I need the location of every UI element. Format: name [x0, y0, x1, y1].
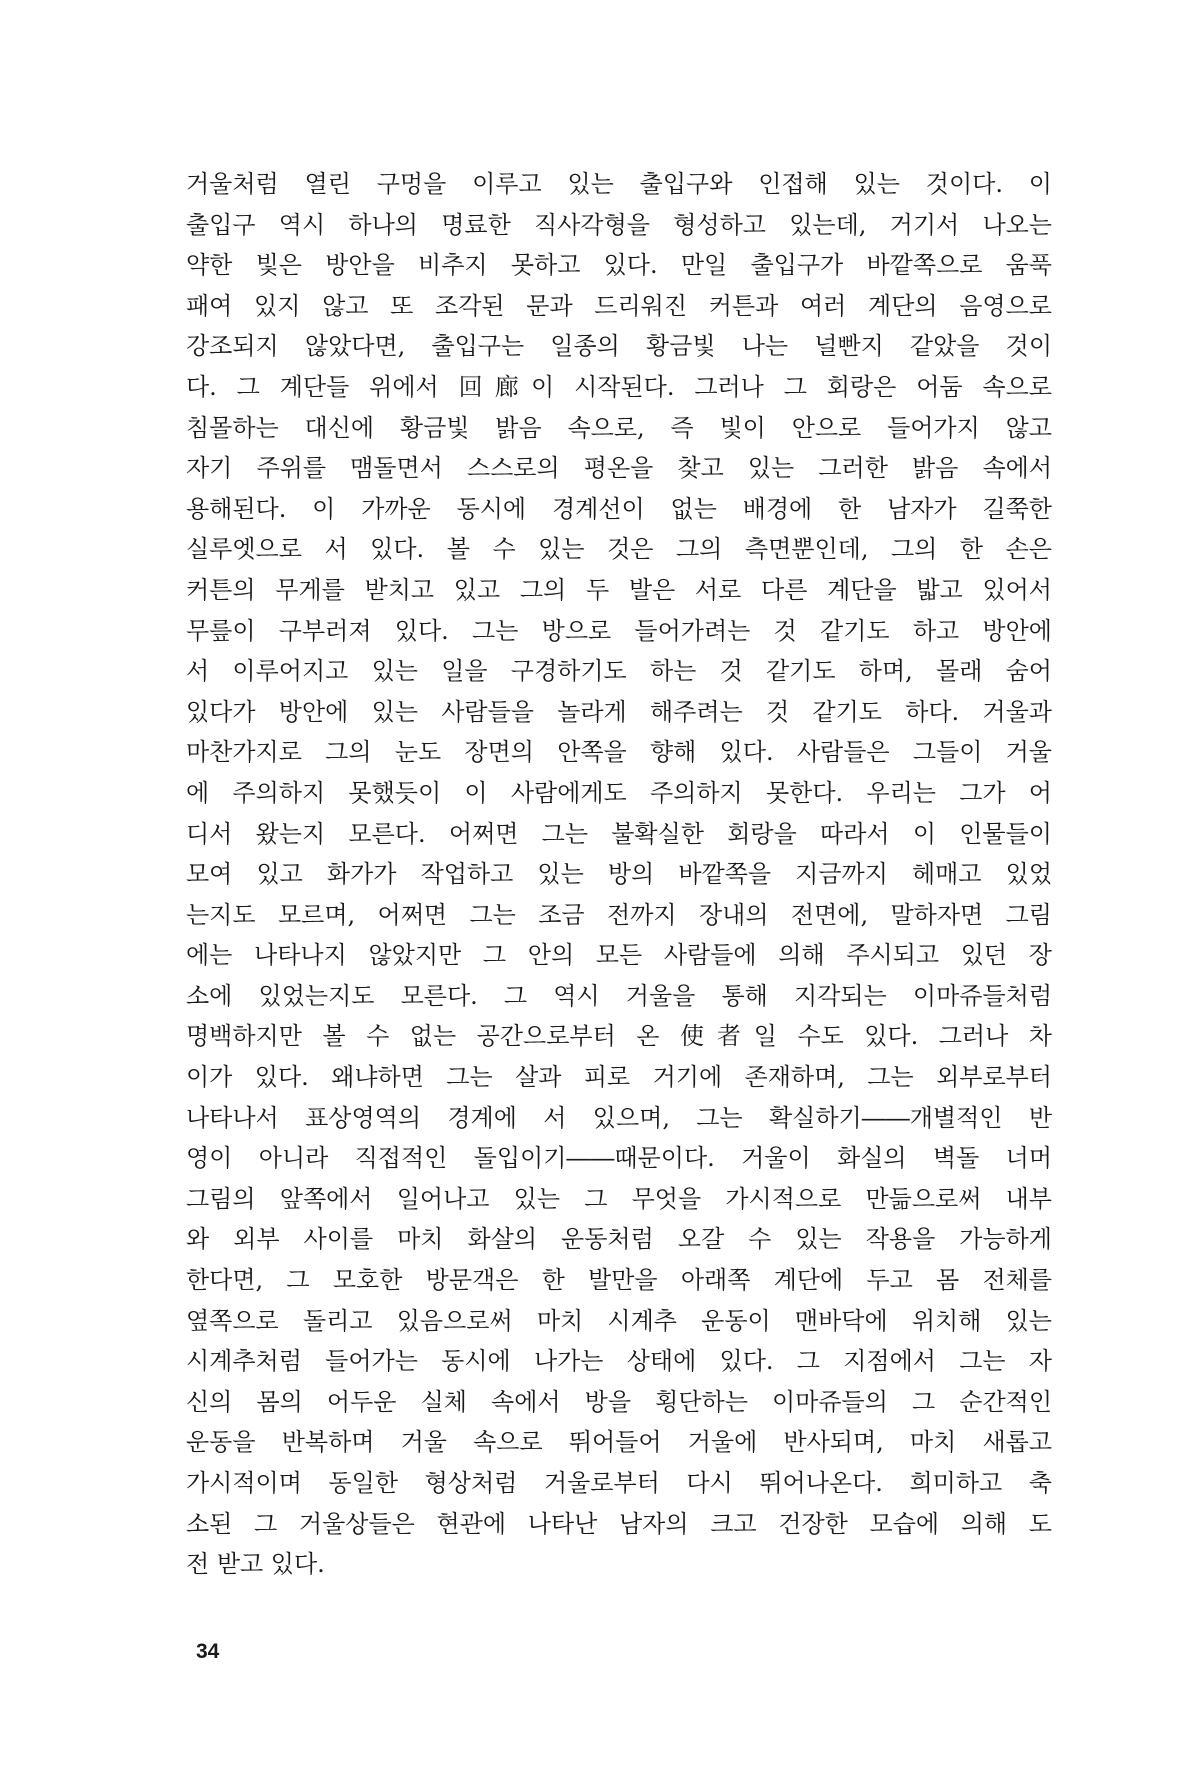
text-line: 자기 주위를 맴돌면서 스스로의 평온을 찾고 있는 그러한 밝음 속에서 — [186, 454, 1052, 483]
text-line: 한다면, 그 모호한 방문객은 한 발만을 아래쪽 계단에 두고 몸 전체를 — [186, 1266, 1052, 1295]
text-line: 다. 그 계단들 위에서 回廊이 시작된다. 그러나 그 회랑은 어둠 속으로 — [186, 372, 1052, 401]
text-line: 옆쪽으로 돌리고 있음으로써 마치 시계추 운동이 맨바닥에 위치해 있는 — [186, 1306, 1052, 1335]
text-line: 커튼의 무게를 받치고 있고 그의 두 발은 서로 다른 계단을 밟고 있어서 — [186, 575, 1052, 604]
text-line: 모여 있고 화가가 작업하고 있는 방의 바깥쪽을 지금까지 헤매고 있었 — [186, 860, 1052, 889]
text-line: 실루엣으로 서 있다. 볼 수 있는 것은 그의 측면뿐인데, 그의 한 손은 — [186, 535, 1052, 564]
text-line: 명백하지만 볼 수 없는 공간으로부터 온 使者일 수도 있다. 그러나 차 — [186, 1022, 1052, 1051]
text-line: 무릎이 구부러져 있다. 그는 방으로 들어가려는 것 같기도 하고 방안에 — [186, 616, 1052, 645]
text-line: 나타나서 표상영역의 경계에 서 있으며, 그는 확실하기――개별적인 반 — [186, 1103, 1052, 1132]
text-line: 디서 왔는지 모른다. 어쩌면 그는 불확실한 회랑을 따라서 이 인물들이 — [186, 819, 1052, 848]
text-line: 에는 나타나지 않았지만 그 안의 모든 사람들에 의해 주시되고 있던 장 — [186, 941, 1052, 970]
text-line: 서 이루어지고 있는 일을 구경하기도 하는 것 같기도 하며, 몰래 숨어 — [186, 657, 1052, 686]
page-number: 34 — [196, 1640, 220, 1663]
text-line: 소에 있었는지도 모른다. 그 역시 거울을 통해 지각되는 이마쥬들처럼 — [186, 981, 1052, 1010]
text-line: 그림의 앞쪽에서 일어나고 있는 그 무엇을 가시적으로 만듦으로써 내부 — [186, 1184, 1052, 1213]
text-line: 는지도 모르며, 어쩌면 그는 조금 전까지 장내의 전면에, 말하자면 그림 — [186, 900, 1052, 929]
text-line: 침몰하는 대신에 황금빛 밝음 속으로, 즉 빛이 안으로 들어가지 않고 — [186, 413, 1052, 442]
text-line: 소된 그 거울상들은 현관에 나타난 남자의 크고 건장한 모습에 의해 도 — [186, 1509, 1052, 1538]
text-line: 신의 몸의 어두운 실체 속에서 방을 횡단하는 이마쥬들의 그 순간적인 — [186, 1387, 1052, 1416]
text-line: 에 주의하지 못했듯이 이 사람에게도 주의하지 못한다. 우리는 그가 어 — [186, 778, 1052, 807]
text-line: 용해된다. 이 가까운 동시에 경계선이 없는 배경에 한 남자가 길쭉한 — [186, 494, 1052, 523]
text-line: 출입구 역시 하나의 명료한 직사각형을 형성하고 있는데, 거기서 나오는 — [186, 210, 1052, 239]
text-line: 거울처럼 열린 구멍을 이루고 있는 출입구와 인접해 있는 것이다. 이 — [186, 170, 1052, 198]
text-line: 시계추처럼 들어가는 동시에 나가는 상태에 있다. 그 지점에서 그는 자 — [186, 1347, 1052, 1376]
text-line: 와 외부 사이를 마치 화살의 운동처럼 오갈 수 있는 작용을 가능하게 — [186, 1225, 1052, 1254]
text-line: 운동을 반복하며 거울 속으로 뛰어들어 거울에 반사되며, 마치 새롭고 — [186, 1428, 1052, 1457]
text-line: 영이 아니라 직접적인 돌입이기――때문이다. 거울이 화실의 벽돌 너머 — [186, 1144, 1052, 1173]
text-line: 가시적이며 동일한 형상처럼 거울로부터 다시 뛰어나온다. 희미하고 축 — [186, 1469, 1052, 1497]
text-line: 약한 빛은 방안을 비추지 못하고 있다. 만일 출입구가 바깥쪽으로 움푹 — [186, 251, 1052, 280]
text-line: 패여 있지 않고 또 조각된 문과 드리워진 커튼과 여러 계단의 음영으로 — [186, 291, 1052, 320]
text-line: 마찬가지로 그의 눈도 장면의 안쪽을 향해 있다. 사람들은 그들이 거울 — [186, 738, 1052, 767]
text-line: 전 받고 있다. — [186, 1550, 325, 1579]
text-line: 이가 있다. 왜냐하면 그는 살과 피로 거기에 존재하며, 그는 외부로부터 — [186, 1063, 1052, 1092]
text-line: 강조되지 않았다면, 출입구는 일종의 황금빛 나는 널빤지 같았을 것이 — [186, 332, 1052, 361]
text-line: 있다가 방안에 있는 사람들을 놀라게 해주려는 것 같기도 하다. 거울과 — [186, 697, 1052, 726]
body-text — [186, 164, 1052, 1585]
